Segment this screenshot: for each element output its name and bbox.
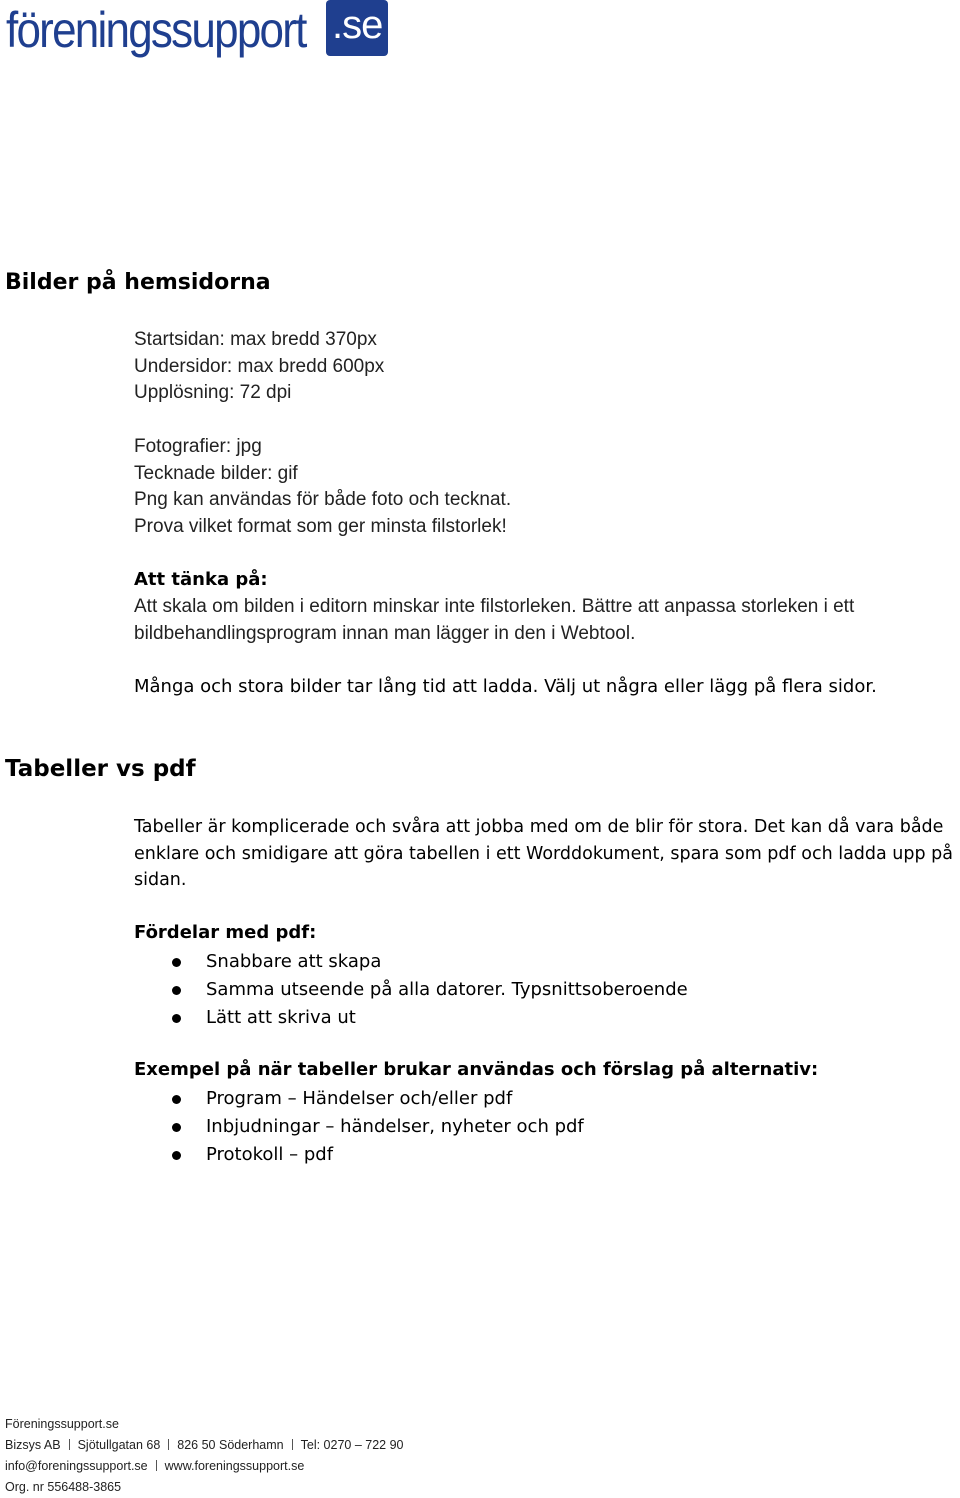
spec-line: Upplösning: 72 dpi bbox=[134, 382, 292, 404]
footer-email-link[interactable]: info@foreningssupport.se bbox=[5, 1459, 148, 1473]
advantages-list bbox=[134, 948, 688, 1032]
bullet-icon bbox=[172, 1095, 181, 1104]
site-logo bbox=[6, 0, 388, 60]
divider bbox=[69, 1439, 70, 1450]
list-item: Samma utseende på alla datorer. Typsnittsoberoende bbox=[134, 976, 688, 1004]
bullet-icon bbox=[172, 958, 181, 967]
bullet-icon bbox=[172, 1151, 181, 1160]
bullet-icon bbox=[172, 986, 181, 995]
format-line: Png kan användas för både foto och tecknat. bbox=[134, 489, 512, 511]
footer-city: 826 50 Söderhamn bbox=[177, 1438, 284, 1452]
image-specs bbox=[134, 327, 960, 407]
page-footer bbox=[5, 1414, 404, 1498]
format-line: Tecknade bilder: gif bbox=[134, 462, 298, 484]
list-item: Inbjudningar – händelser, nyheter och pdf bbox=[134, 1113, 584, 1141]
divider bbox=[168, 1439, 169, 1450]
divider bbox=[292, 1439, 293, 1450]
think-text: Att skala om bilden i editorn minskar inte filstorleken. Bättre att anpassa storleken i ett bildbehandlingsprogram innan man lägger in den i Webtool. bbox=[134, 596, 855, 644]
spec-line: Undersidor: max bredd 600px bbox=[134, 355, 385, 377]
logo-wordmark: föreningssupport bbox=[6, 2, 306, 58]
advantages-heading: Fördelar med pdf: bbox=[134, 922, 317, 943]
footer-web-link[interactable]: www.foreningssupport.se bbox=[164, 1459, 305, 1473]
footer-contact bbox=[5, 1456, 404, 1477]
list-item: Lätt att skriva ut bbox=[134, 1004, 688, 1032]
examples-heading: Exempel på när tabeller brukar användas och förslag på alternativ: bbox=[134, 1059, 819, 1080]
footer-address bbox=[5, 1435, 404, 1456]
many-images-text: Många och stora bilder tar lång tid att ladda. Välj ut några eller lägg på flera sidor. bbox=[134, 676, 877, 697]
list-item: Snabbare att skapa bbox=[134, 948, 688, 976]
list-item: Program – Händelser och/eller pdf bbox=[134, 1085, 584, 1113]
image-formats bbox=[134, 434, 960, 541]
list-item: Protokoll – pdf bbox=[134, 1141, 584, 1169]
tables-intro: Tabeller är komplicerade och svåra att jobba med om de blir för stora. Det kan då vara både enklare och smidigare att göra tabellen i ett Worddokument, spara som pdf och ladda upp på sidan. bbox=[134, 817, 954, 891]
divider bbox=[156, 1460, 157, 1471]
heading-images: Bilder på hemsidorna bbox=[5, 270, 271, 295]
footer-company-name: Bizsys AB bbox=[5, 1438, 61, 1452]
format-line: Fotografier: jpg bbox=[134, 436, 262, 457]
think-heading: Att tänka på: bbox=[134, 569, 268, 590]
format-line: Prova vilket format som ger minsta filstorlek! bbox=[134, 516, 507, 538]
examples-list bbox=[134, 1085, 584, 1169]
footer-org-number: Org. nr 556488-3865 bbox=[5, 1480, 122, 1494]
footer-company: Föreningssupport.se bbox=[5, 1417, 119, 1431]
heading-tables-vs-pdf: Tabeller vs pdf bbox=[5, 756, 196, 782]
footer-street: Sjötullgatan 68 bbox=[77, 1438, 161, 1452]
spec-line: Startsidan: max bredd 370px bbox=[134, 329, 377, 350]
footer-phone: Tel: 0270 – 722 90 bbox=[300, 1438, 404, 1452]
bullet-icon bbox=[172, 1123, 181, 1132]
logo-tld-badge: .se bbox=[326, 0, 388, 56]
bullet-icon bbox=[172, 1014, 181, 1023]
